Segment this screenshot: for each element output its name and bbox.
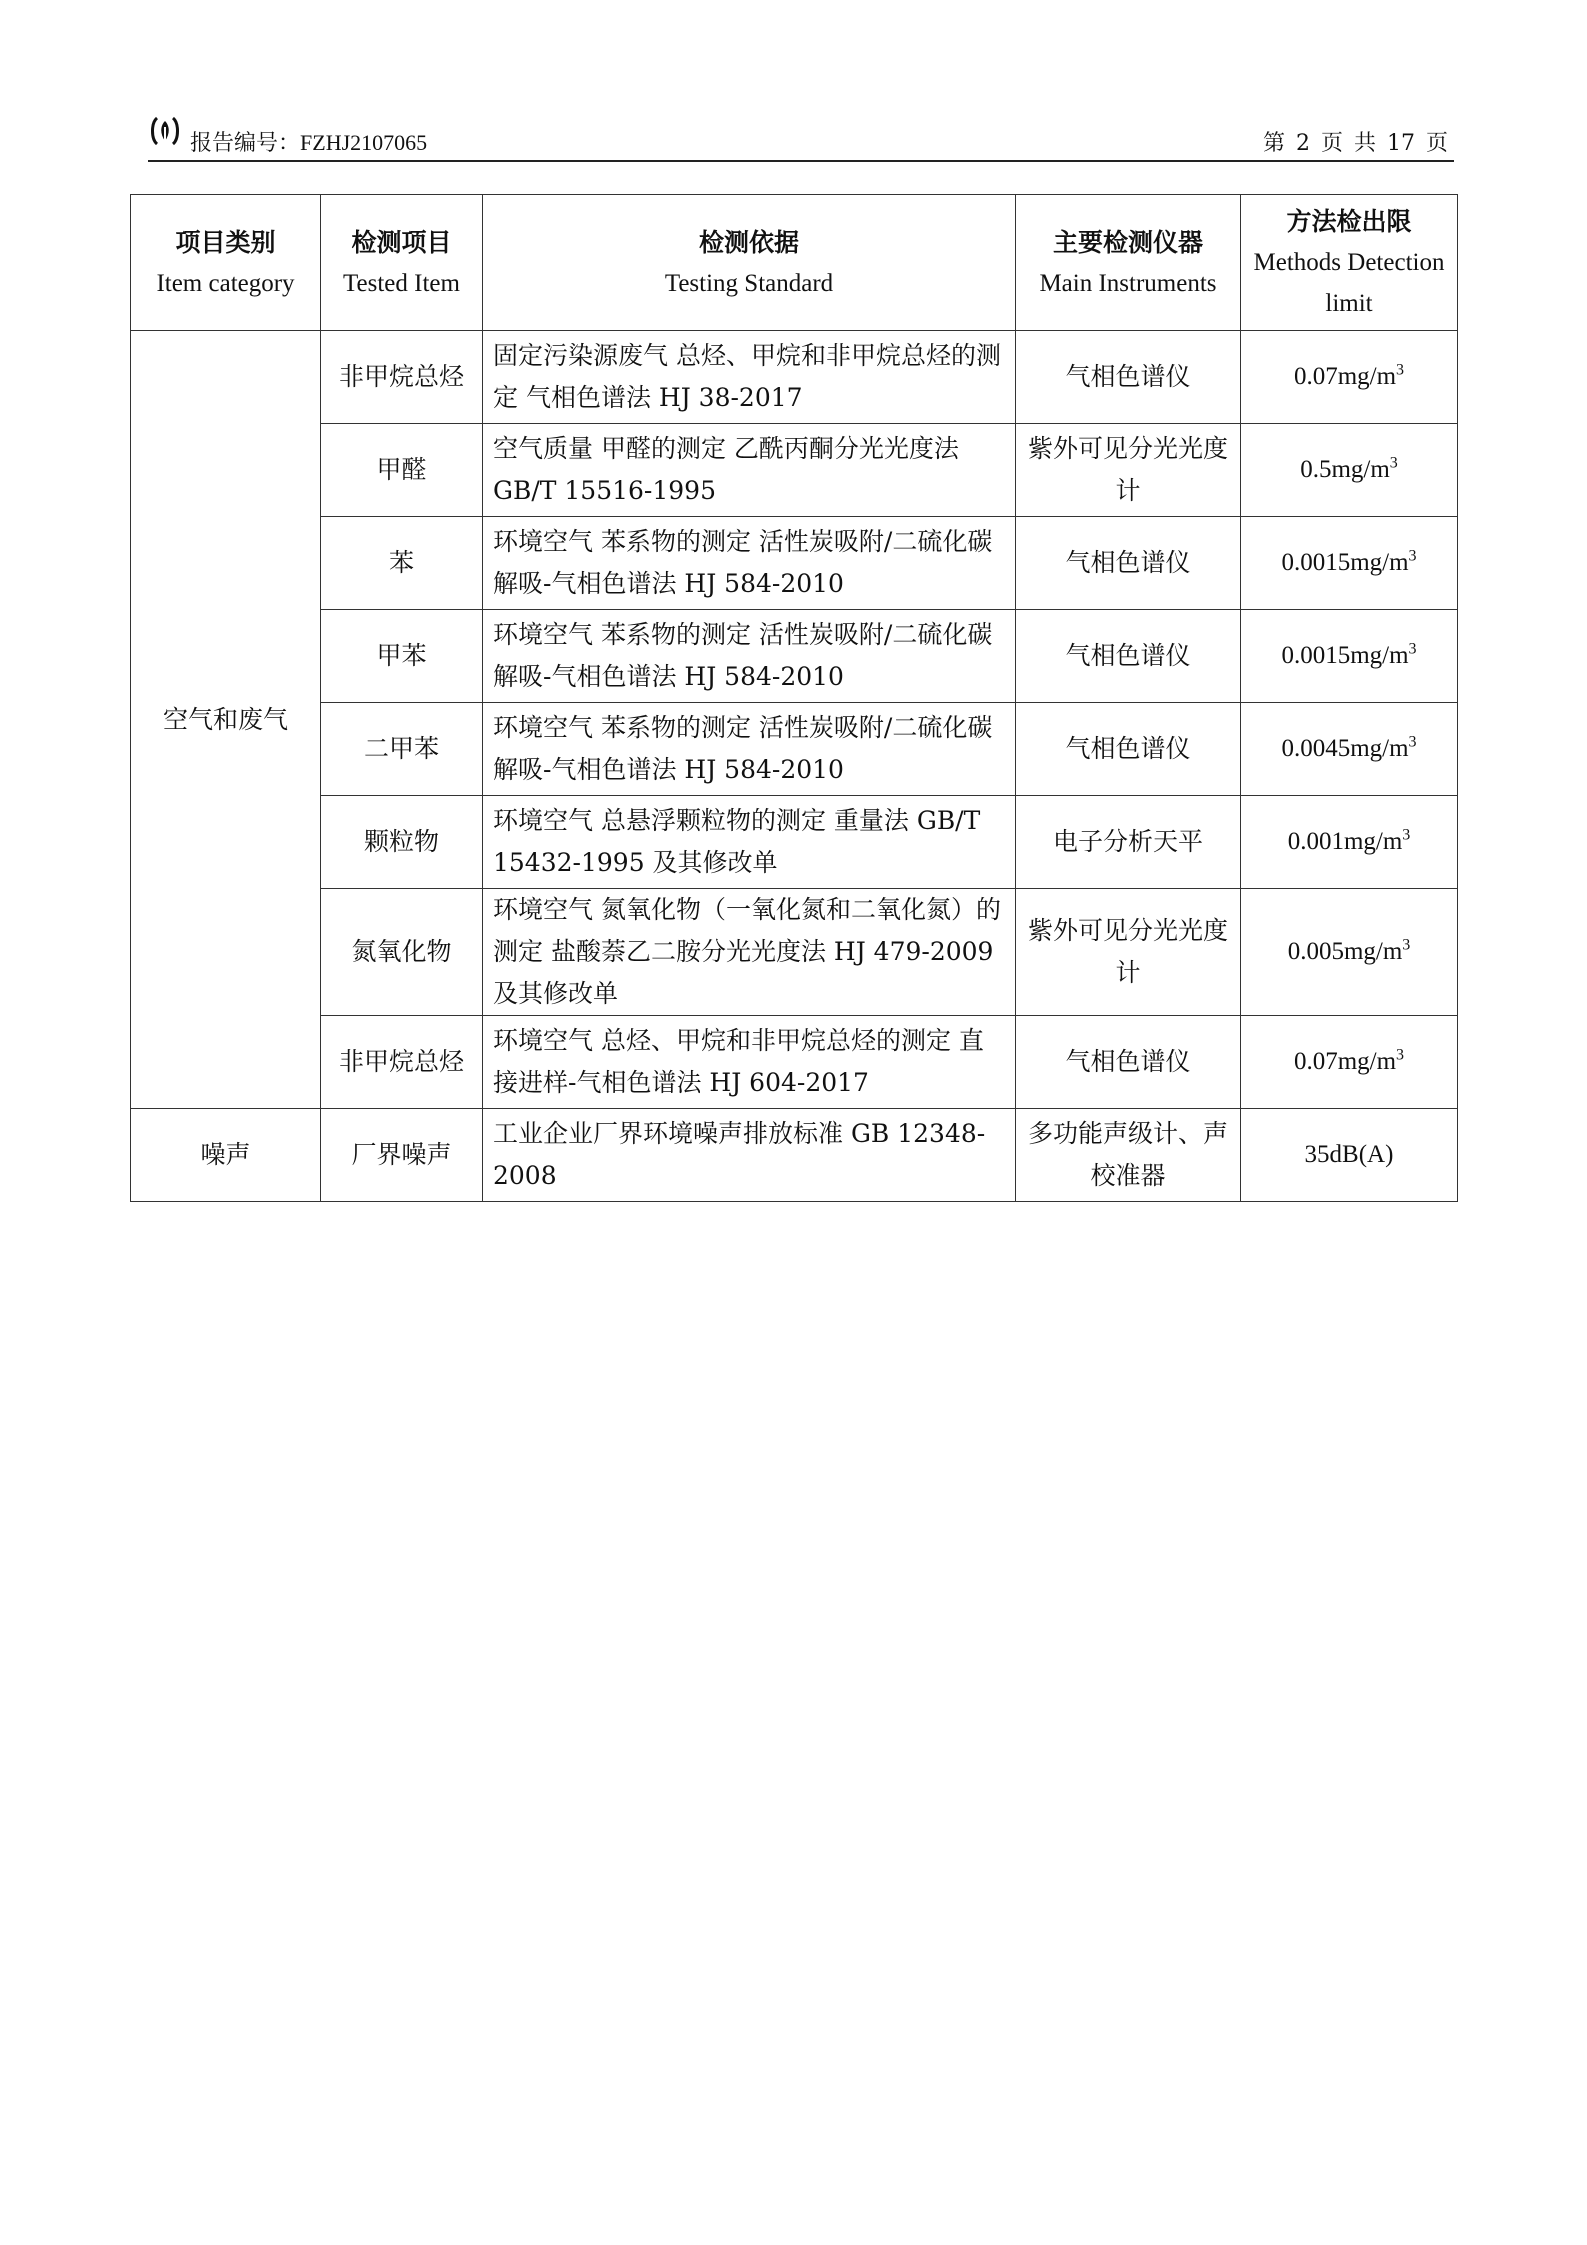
limit-cell: $0.005mg/m^3$	[1241, 889, 1458, 1016]
report-number-label: 报告编号：	[190, 131, 301, 156]
standard-cell: 环境空气 苯系物的测定 活性炭吸附/二硫化碳解吸-气相色谱法 HJ 584-2010	[483, 517, 1016, 610]
limit-cell: $0.07mg/m^3$	[1241, 1016, 1458, 1109]
limit-cell: $0.001mg/m^3$	[1241, 796, 1458, 889]
instrument-cell: 气相色谱仪	[1016, 703, 1241, 796]
tested-item-cell: 颗粒物	[321, 796, 483, 889]
tested-item-cell: 苯	[321, 517, 483, 610]
standard-cell: 环境空气 氮氧化物（一氧化氮和二氧化氮）的测定 盐酸萘乙二胺分光光度法 HJ 479-2009 及其修改单	[483, 889, 1016, 1016]
category-cell: 噪声	[131, 1109, 321, 1202]
standard-cell: 环境空气 苯系物的测定 活性炭吸附/二硫化碳解吸-气相色谱法 HJ 584-2010	[483, 703, 1016, 796]
limit-cell: $0.5mg/m^3$	[1241, 424, 1458, 517]
table-row	[131, 889, 1458, 1016]
limit-cell: $0.0015mg/m^3$	[1241, 610, 1458, 703]
tested-item-cell: 二甲苯	[321, 703, 483, 796]
limit-cell: $0.0015mg/m^3$	[1241, 517, 1458, 610]
limit-cell: 35dB(A)	[1241, 1109, 1458, 1202]
table-row	[131, 610, 1458, 703]
tested-item-cell: 氮氧化物	[321, 889, 483, 1016]
standard-cell: 固定污染源废气 总烃、甲烷和非甲烷总烃的测定 气相色谱法 HJ 38-2017	[483, 331, 1016, 424]
page-header	[148, 112, 1454, 162]
instrument-cell: 紫外可见分光光度计	[1016, 424, 1241, 517]
standard-cell: 环境空气 总悬浮颗粒物的测定 重量法 GB/T 15432-1995 及其修改单	[483, 796, 1016, 889]
category-cell: 空气和废气	[131, 331, 321, 1109]
instrument-cell: 气相色谱仪	[1016, 517, 1241, 610]
instrument-cell: 气相色谱仪	[1016, 1016, 1241, 1109]
instrument-cell: 气相色谱仪	[1016, 331, 1241, 424]
table-row	[131, 331, 1458, 424]
report-number	[190, 126, 427, 157]
tested-item-cell: 非甲烷总烃	[321, 1016, 483, 1109]
page-indicator: 第 2 页 共 17 页	[1263, 131, 1448, 156]
header-main-instruments: 主要检测仪器 Main Instruments	[1016, 195, 1241, 331]
standard-cell: 工业企业厂界环境噪声排放标准 GB 12348-2008	[483, 1109, 1016, 1202]
standard-cell: 环境空气 苯系物的测定 活性炭吸附/二硫化碳解吸-气相色谱法 HJ 584-2010	[483, 610, 1016, 703]
header-tested-item: 检测项目 Tested Item	[321, 195, 483, 331]
tested-item-cell: 甲苯	[321, 610, 483, 703]
header-testing-standard: 检测依据 Testing Standard	[483, 195, 1016, 331]
limit-cell: $0.07mg/m^3$	[1241, 331, 1458, 424]
report-number-value: FZHJ2107065	[300, 130, 428, 155]
table-row	[131, 517, 1458, 610]
instrument-cell: 紫外可见分光光度计	[1016, 889, 1241, 1016]
table-row	[131, 1109, 1458, 1202]
standard-cell: 空气质量 甲醛的测定 乙酰丙酮分光光度法 GB/T 15516-1995	[483, 424, 1016, 517]
instrument-cell: 多功能声级计、声校准器	[1016, 1109, 1241, 1202]
limit-cell: $0.0045mg/m^3$	[1241, 703, 1458, 796]
test-method-table	[130, 194, 1458, 1202]
table-row	[131, 424, 1458, 517]
instrument-cell: 电子分析天平	[1016, 796, 1241, 889]
tested-item-cell: 甲醛	[321, 424, 483, 517]
table-row	[131, 1016, 1458, 1109]
instrument-cell: 气相色谱仪	[1016, 610, 1241, 703]
tested-item-cell: 厂界噪声	[321, 1109, 483, 1202]
tested-item-cell: 非甲烷总烃	[321, 331, 483, 424]
table-row	[131, 703, 1458, 796]
standard-cell: 环境空气 总烃、甲烷和非甲烷总烃的测定 直接进样-气相色谱法 HJ 604-2017	[483, 1016, 1016, 1109]
table-row	[131, 796, 1458, 889]
lab-logo-icon	[148, 114, 182, 148]
header-item-category: 项目类别 Item category	[131, 195, 321, 331]
table-header-row	[131, 195, 1458, 331]
header-detection-limit: 方法检出限 Methods Detection limit	[1241, 195, 1458, 331]
